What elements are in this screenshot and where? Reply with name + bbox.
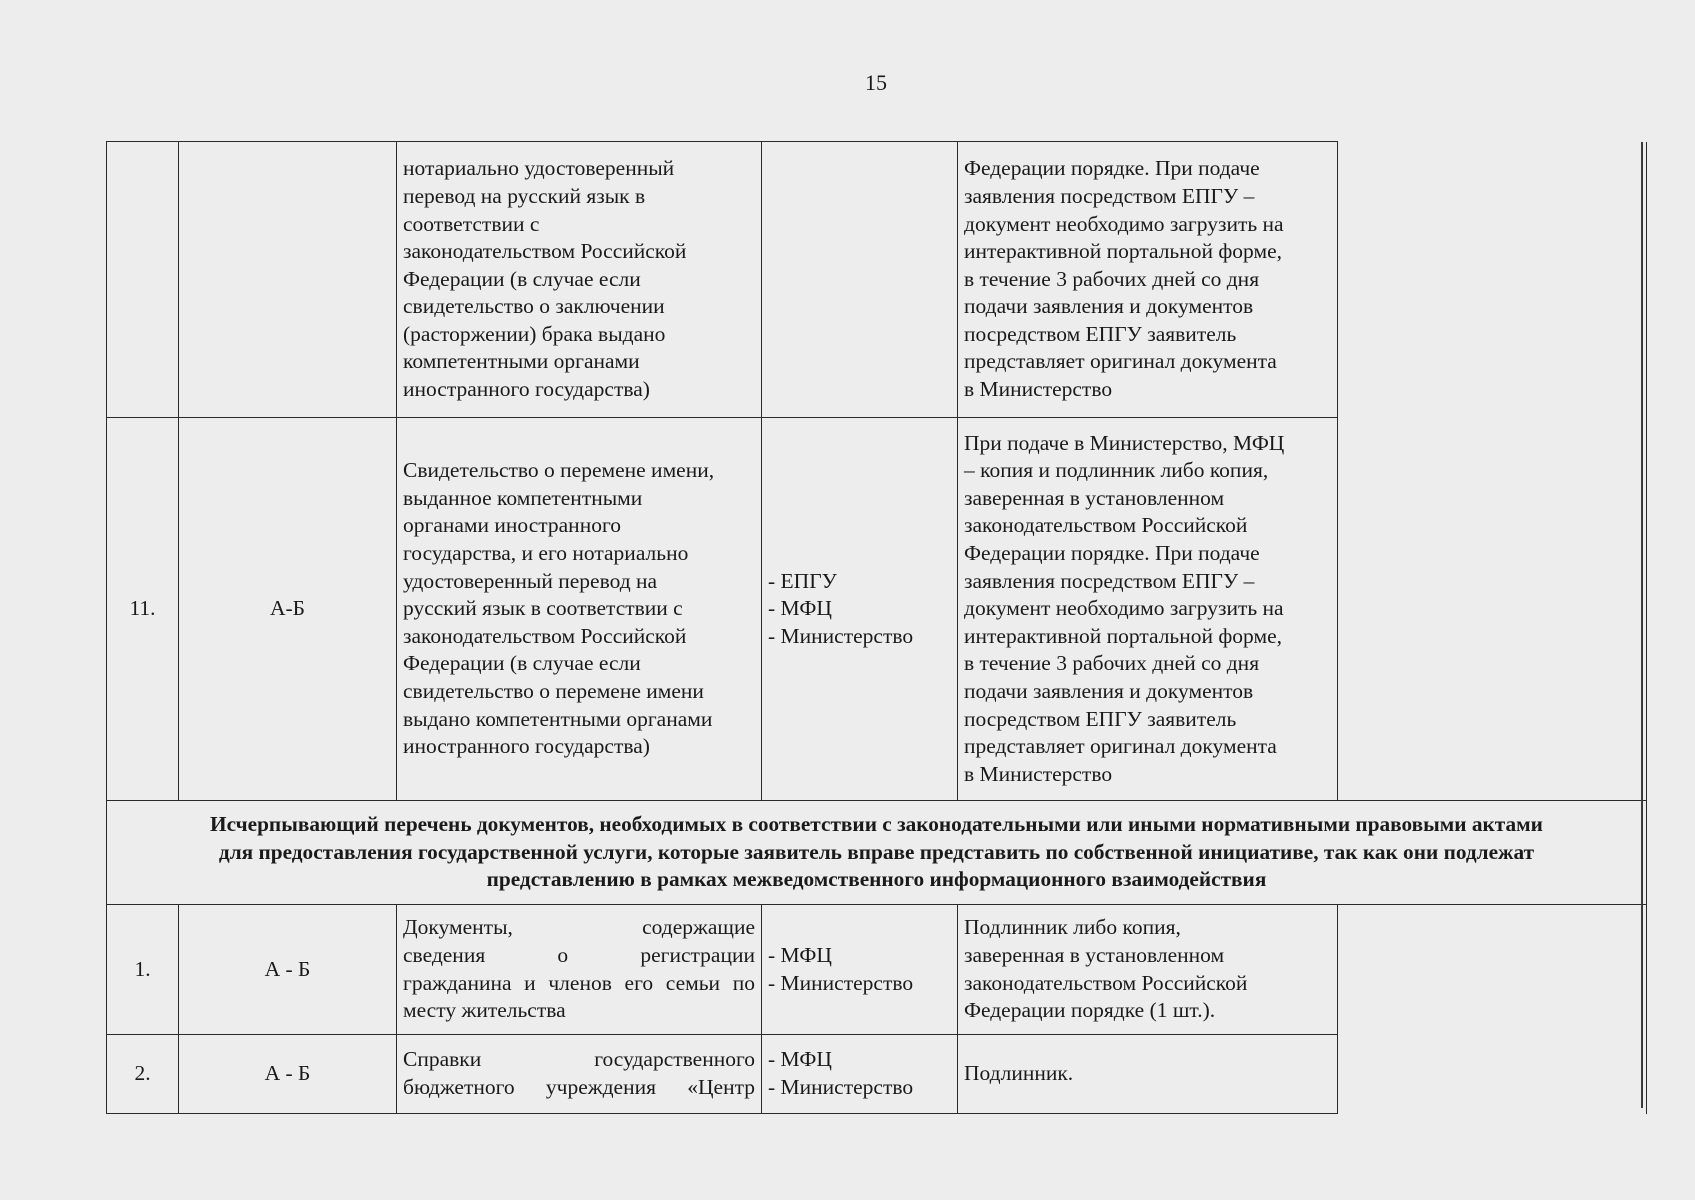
row-number-cell: 11. [107,418,179,801]
document-line: иностранного государства) [403,377,650,402]
requirements-line: представляет оригинал документа [964,349,1277,374]
requirements-line: Федерации порядке. При подаче [964,156,1260,181]
document-line: сведения о регистрации [403,942,755,967]
channel-item: - Министерство [768,1075,914,1099]
channel-item: - Министерство [768,970,914,995]
extra-column-cell [1338,418,1647,801]
requirements-line: При подаче в Министерство, МФЦ [964,430,1285,455]
requirements-line: законодательством Российской [964,970,1248,995]
channel-item: - МФЦ [768,596,832,621]
section-heading-row [107,801,1647,905]
applicant-category-cell: А - Б [179,905,397,1035]
document-line: русский язык в соответствии с [403,596,683,621]
requirements-line: заверенная в установленном [964,485,1225,510]
document-line: Федерации (в случае если [403,651,641,676]
requirements-line: представляет оригинал документа [964,734,1277,759]
requirements-line: посредством ЕПГУ заявитель [964,706,1237,731]
channel-item: - ЕПГУ [768,568,837,593]
document-line: Свидетельство о перемене имени, [403,458,715,483]
document-line: свидетельство о перемене имени [403,678,704,703]
document-line: удостоверенный перевод на [403,568,658,593]
channel-item: - Министерство [768,623,914,648]
requirements-cell [958,1035,1338,1114]
row-number-cell: 1. [107,905,179,1035]
document-line: органами иностранного [403,513,621,538]
requirements-line: заявления посредством ЕПГУ – [964,568,1255,593]
page-number: 15 [865,70,887,95]
document-line: выдано компетентными органами [403,706,713,731]
document-line: государства, и его нотариально [403,541,689,566]
document-line: Федерации (в случае если [403,266,641,291]
document-line: законодательством Российской [403,239,687,264]
table-row [107,1035,1647,1114]
extra-column-cell [1338,1035,1647,1114]
requirements-line: подачи заявления и документов [964,294,1254,319]
table-row [107,905,1647,1035]
applicant-category-cell: А - Б [179,1035,397,1114]
requirements-cell [958,418,1338,801]
requirements-cell [958,905,1338,1035]
document-line: свидетельство о заключении [403,294,665,319]
submission-channels-cell [762,418,958,801]
requirements-line: Федерации порядке (1 шт.). [964,998,1216,1023]
requirements-line: заявления посредством ЕПГУ – [964,183,1255,208]
submission-channels-cell [762,1035,958,1114]
section-heading-line: Исчерпывающий перечень документов, необходимых в соответствии с законодательными или иными нормативными правовыми актами [210,812,1543,837]
requirements-line: интерактивной портальной форме, [964,239,1283,264]
requirements-line: – копия и подлинник либо копия, [964,458,1269,483]
applicant-category-cell: А-Б [179,418,397,801]
submission-channels-cell [762,142,958,418]
document-line: перевод на русский язык в [403,183,646,208]
document-line: соответствии с [403,211,540,236]
requirements-cell [958,142,1338,418]
document-line: месту жительства [403,998,566,1023]
requirements-line: Подлинник. [964,1061,1074,1086]
right-border-line [1641,142,1643,1108]
requirements-line: в течение 3 рабочих дней со дня [964,266,1260,291]
document-line: иностранного государства) [403,734,650,759]
table-row [107,142,1647,418]
requirements-line: в Министерство [964,761,1113,786]
documents-table [106,141,1647,1114]
document-line: законодательством Российской [403,623,687,648]
requirements-line: подачи заявления и документов [964,678,1254,703]
row-number-cell: 2. [107,1035,179,1114]
requirements-line: документ необходимо загрузить на [964,211,1284,236]
section-heading-line: представлению в рамках межведомственного информационного взаимодействия [486,867,1267,892]
row-number-cell [107,142,179,418]
document-line: гражданина и членов его семьи по [403,970,755,995]
table-row [107,418,1647,801]
requirements-line: Федерации порядке. При подаче [964,541,1260,566]
section-heading-line: для предоставления государственной услуги, которые заявитель вправе представить по собственной инициативе, так как они подлежат [218,839,1535,864]
document-line: компетентными органами [403,349,640,374]
requirements-line: посредством ЕПГУ заявитель [964,321,1237,346]
document-line: нотариально удостоверенный [403,156,675,181]
requirements-line: интерактивной портальной форме, [964,623,1283,648]
requirements-line: Подлинник либо копия, [964,915,1181,940]
document-line: (расторжении) брака выдано [403,321,666,346]
document-line: Документы, содержащие [403,915,755,940]
document-name-cell [397,905,762,1035]
section-heading [107,801,1647,905]
extra-column-cell [1338,142,1647,418]
document-line: бюджетного учреждения «Центр [403,1075,755,1099]
channel-item: - МФЦ [768,942,832,967]
requirements-line: заверенная в установленном [964,942,1225,967]
channel-item: - МФЦ [768,1047,832,1072]
document-name-cell [397,142,762,418]
requirements-line: документ необходимо загрузить на [964,596,1284,621]
extra-column-cell [1338,905,1647,1035]
document-name-cell [397,1035,762,1114]
document-line: Справки государственного [403,1047,755,1072]
document-name-cell [397,418,762,801]
requirements-line: в течение 3 рабочих дней со дня [964,651,1260,676]
document-line: выданное компетентными [403,485,643,510]
requirements-line: в Министерство [964,377,1113,402]
requirements-line: законодательством Российской [964,513,1248,538]
submission-channels-cell [762,905,958,1035]
applicant-category-cell [179,142,397,418]
